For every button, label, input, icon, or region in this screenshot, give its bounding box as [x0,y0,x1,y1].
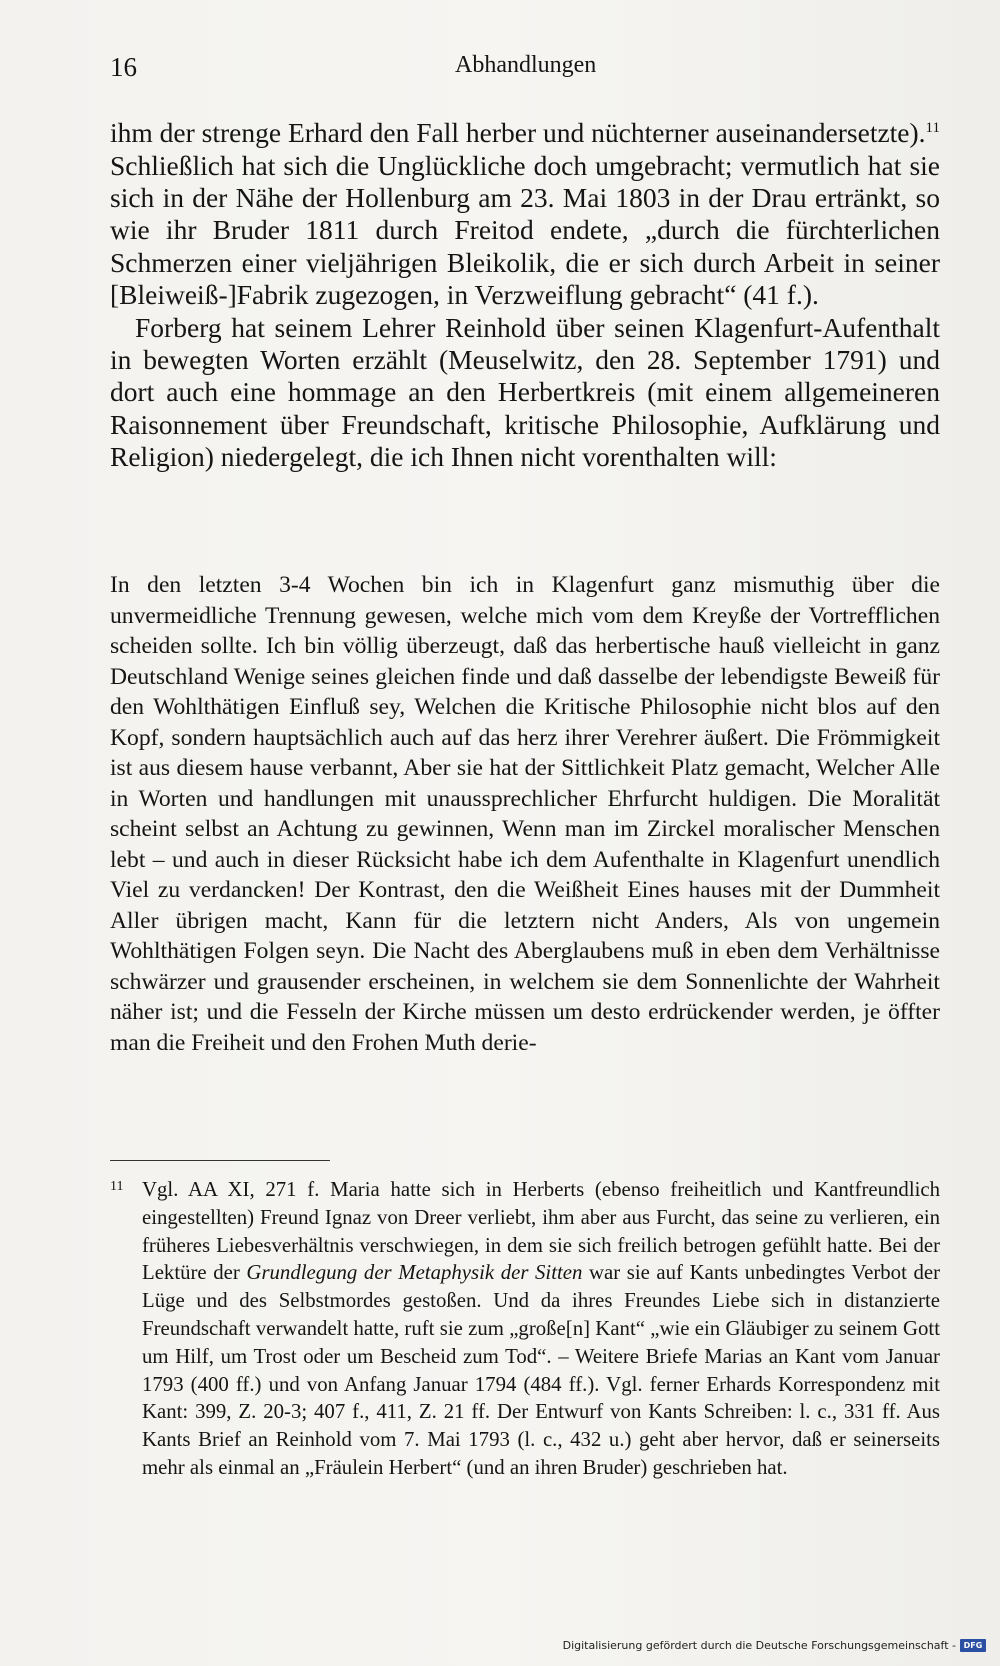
block-quote [110,570,940,1058]
paragraph-2: Forberg hat seinem Lehrer Reinhold über seinen Klagenfurt-Aufenthalt in bewegten Worten erzählt (Meuselwitz, den 28. September 1791) und dort auch eine hommage an den Herbertkreis (mit einem allgemeineren Raisonnement über Freundschaft, kritische Philosophie, Aufklärung und Religion) niedergelegt, die ich Ihnen nicht vorenthalten will: [110,311,940,473]
footnote-text: Vgl. AA XI, 271 f. Maria hatte sich in Herberts (ebenso freiheitlich und Kantfreundlich eingestellten) Freund Ignaz von Dreer verliebt, ihm aber aus Furcht, das seine zu verlieren, ein früheres Liebesverhältnis verschwiegen, in dem sie sich freilich betrogen gefühlt hatte. Bei der Lektüre der Grundlegung der Metaphysik der Sitten war sie auf Kants unbedingtes Verbot der Lüge und des Selbstmordes gestoßen. Und da ihres Freundes Liebe sich in distanzierte Freundschaft verwandelt hatte, ruft sie zum „große[n] Kant“ „wie ein Gläubiger zu seinem Gott um Hilf, um Trost oder um Bescheid zum Tod“. – Weitere Briefe Marias an Kant vom Januar 1793 (400 ff.) und von Anfang Januar 1794 (484 ff.). Vgl. ferner Erhards Korrespondenz mit Kant: 399, Z. 20-3; 407 f., 411, Z. 21 ff. Der Entwurf von Kants Schreiben: l. c., 331 ff. Aus Kants Brief an Reinhold vom 7. Mai 1793 (l. c., 432 u.) geht aber hervor, daß er seinerseits mehr als einmal an „Fräulein Herbert“ (und an ihren Bruder) geschrieben hat. [142,1178,941,1479]
main-text [110,112,940,474]
digitization-credit [563,1639,986,1652]
footnote [110,1176,940,1482]
book-title: Grundlegung der Metaphysik der Sitten [246,1261,583,1285]
footnote-number: 11 [110,1179,124,1194]
credit-text: Digitalisierung gefördert durch die Deutsche Forschungsgemeinschaft - [562,1639,956,1652]
footnote-ref: 11 [925,120,940,136]
paragraph-1: ihm der strenge Erhard den Fall herber und nüchterner auseinandersetzte).$^{11}$ Schließlich hat sich die Unglückliche doch umgebracht; vermutlich hat sie sich in der Nähe der Hollenburg am 23. Mai 1803 in der Drau ertränkt, so wie ihr Bruder 1811 durch Freitod endete, „durch die fürchterlichen Schmerzen einer vieljährigen Bleikolik, die er sich durch Arbeit in seiner [Bleiweiß-]Fabrik zugezogen, in Verzweiflung gebracht“ (41 f.). [110,117,940,311]
footnote-rule [110,1160,330,1161]
quote-text: In den letzten 3-4 Wochen bin ich in Klagenfurt ganz mismuthig über die unvermeidliche Trennung gewesen, welche mich vom dem Kreyße der Vortrefflichen scheiden sollte. Ich bin völlig überzeugt, daß das herbertische hauß vielleicht in ganz Deutschland Wenige seines gleichen finde und daß dasselbe der lebendigste Beweiß für den Wohlthätigen Einfluß sey, Welchen die Kritische Philosophie nicht blos auf den Kopf, sondern hauptsächlich auch auf das herz ihrer Verehrer äußert. Die Frömmigkeit ist aus diesem hause verbannt, Aber sie hat der Sittlichkeit Platz gemacht, Welcher Alle in Worten und handlungen mit unaussprechlicher Ehrfurcht huldigen. Die Moralität scheint selbst an Achtung zu gewinnen, Wenn man im Zirckel moralischer Menschen lebt – und auch in dieser Rücksicht habe ich dem Aufenthalte in Klagenfurt unendlich Viel zu verdancken! Der Kontrast, den die Weißheit Eines hauses mit der Dummheit Aller übrigen macht, Kann für die letztern nicht Anders, Als von ungemein Wohlthätigen Folgen seyn. Die Nacht des Aberglaubens muß in eben dem Verhältnisse schwärzer und grausender erscheinen, in welchem sie dem Sonnenlichte der Wahrheit näher ist; und die Fesseln der Kirche müssen um desto erdrückender werden, je öffter man die Freiheit und den Frohen Muth derie- [110,572,940,1056]
page-header [110,52,930,92]
page-number: 16 [110,52,137,82]
dfg-logo-icon: DFG [960,1639,986,1652]
running-head: Abhandlungen [455,52,597,78]
